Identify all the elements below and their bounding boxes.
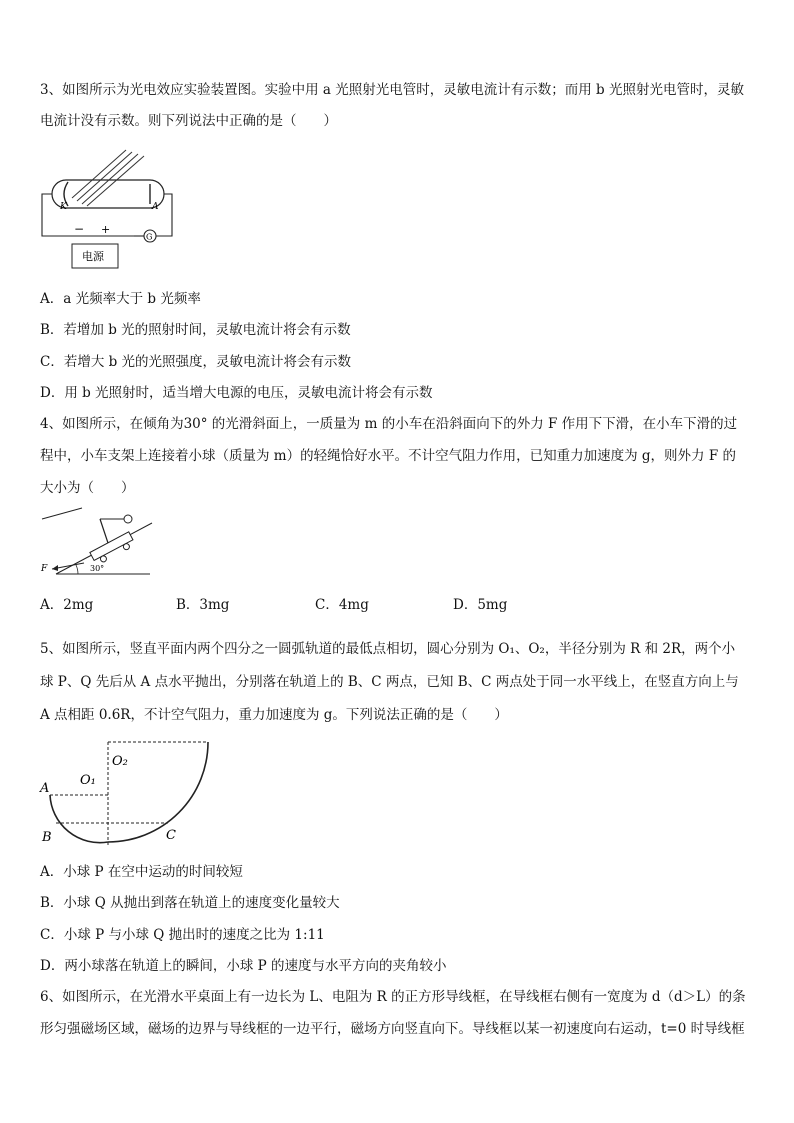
label-a: A [152, 202, 159, 212]
small-arc-track [50, 795, 108, 843]
incline-cart-diagram [38, 505, 158, 580]
label-o2: O₂ [112, 754, 128, 769]
q4-stem-line-2: 程中，小车支架上连接着小球（质量为 m）的轻绳恰好水平。不计空气阻力作用，已知重力加速度为 g，则外力 F 的 [40, 448, 736, 464]
q4-stem-line-1: 4、如图所示，在倾角为30° 的光滑斜面上，一质量为 m 的小车在沿斜面向下的外力 F 作用下下滑，在小车下滑的过 [40, 416, 738, 432]
q5-stem-line-3: A 点相距 0.6R，不计空气阻力，重力加速度为 g。下列说法正确的是（ ） [40, 707, 508, 723]
label-a: A [40, 781, 50, 796]
light-ray [77, 152, 132, 201]
label-angle: 30° [90, 564, 105, 573]
light-ray [87, 156, 144, 206]
photoelectric-apparatus-diagram [38, 146, 178, 274]
label-minus: − [74, 222, 85, 236]
label-k: K [60, 202, 67, 212]
q3-option-b: B．若增加 b 光的照射时间，灵敏电流计将会有示数 [40, 322, 351, 338]
cart-support [100, 519, 108, 543]
q5-stem-line-2: 球 P、Q 先后从 A 点水平抛出，分别落在轨道上的 B、C 两点，已知 B、C 两点处于同一水平线上，在竖直方向上与 [40, 674, 739, 690]
q6-stem-line-1: 6、如图所示，在光滑水平桌面上有一边长为 L、电阻为 R 的正方形导线框，在导线框右侧有一宽度为 d（d＞L）的条 [40, 989, 746, 1005]
q5-option-a: A．小球 P 在空中运动的时间较短 [40, 864, 243, 880]
label-c: C [166, 828, 176, 843]
light-ray [82, 154, 138, 204]
q5-option-d: D．两小球落在轨道上的瞬间，小球 P 的速度与水平方向的夹角较小 [40, 958, 447, 974]
q4-option-c: C．4mg [315, 597, 369, 613]
label-plus: + [101, 223, 111, 236]
label-o1: O₁ [80, 773, 96, 788]
q4-option-a: A．2mg [40, 597, 94, 613]
label-power: 电源 [82, 250, 104, 263]
q6-stem-line-2: 形匀强磁场区域，磁场的边界与导线框的一边平行，磁场方向竖直向下。导线框以某一初速度向右运动，t=0 时导线框 [40, 1021, 745, 1037]
q4-option-b: B．3mg [176, 597, 230, 613]
q3-stem-line-2: 电流计没有示数。则下列说法中正确的是（ ） [40, 113, 337, 129]
ceiling-line [42, 508, 82, 519]
small-ball [124, 515, 132, 523]
q4-option-d: D．5mg [453, 597, 508, 613]
label-b: B [42, 830, 52, 845]
label-g: G [146, 232, 153, 242]
label-force: F [41, 564, 48, 574]
q3-option-a: A．a 光频率大于 b 光频率 [40, 291, 201, 307]
q3-stem-line-1: 3、如图所示为光电效应实验装置图。实验中用 a 光照射光电管时，灵敏电流计有示数；而用 b 光照射光电管时，灵敏 [40, 82, 744, 98]
q5-option-c: C．小球 P 与小球 Q 抛出时的速度之比为 1:11 [40, 927, 325, 943]
q4-stem-line-3: 大小为（ ） [40, 480, 135, 496]
q3-option-d: D．用 b 光照射时，适当增大电源的电压，灵敏电流计将会有示数 [40, 385, 433, 401]
angle-arc [76, 565, 78, 574]
q5-stem-line-1: 5、如图所示，竖直平面内两个四分之一圆弧轨道的最低点相切，圆心分别为 O₁、O₂，半径分别为 R 和 2R，两个小 [40, 641, 736, 657]
q5-option-b: B．小球 Q 从抛出到落在轨道上的速度变化量较大 [40, 895, 340, 911]
phototube [52, 180, 164, 208]
light-ray [72, 150, 126, 198]
circular-track-diagram [36, 735, 216, 850]
q3-option-c: C．若增大 b 光的光照强度，灵敏电流计将会有示数 [40, 354, 352, 370]
arrow-head-icon [52, 565, 58, 571]
